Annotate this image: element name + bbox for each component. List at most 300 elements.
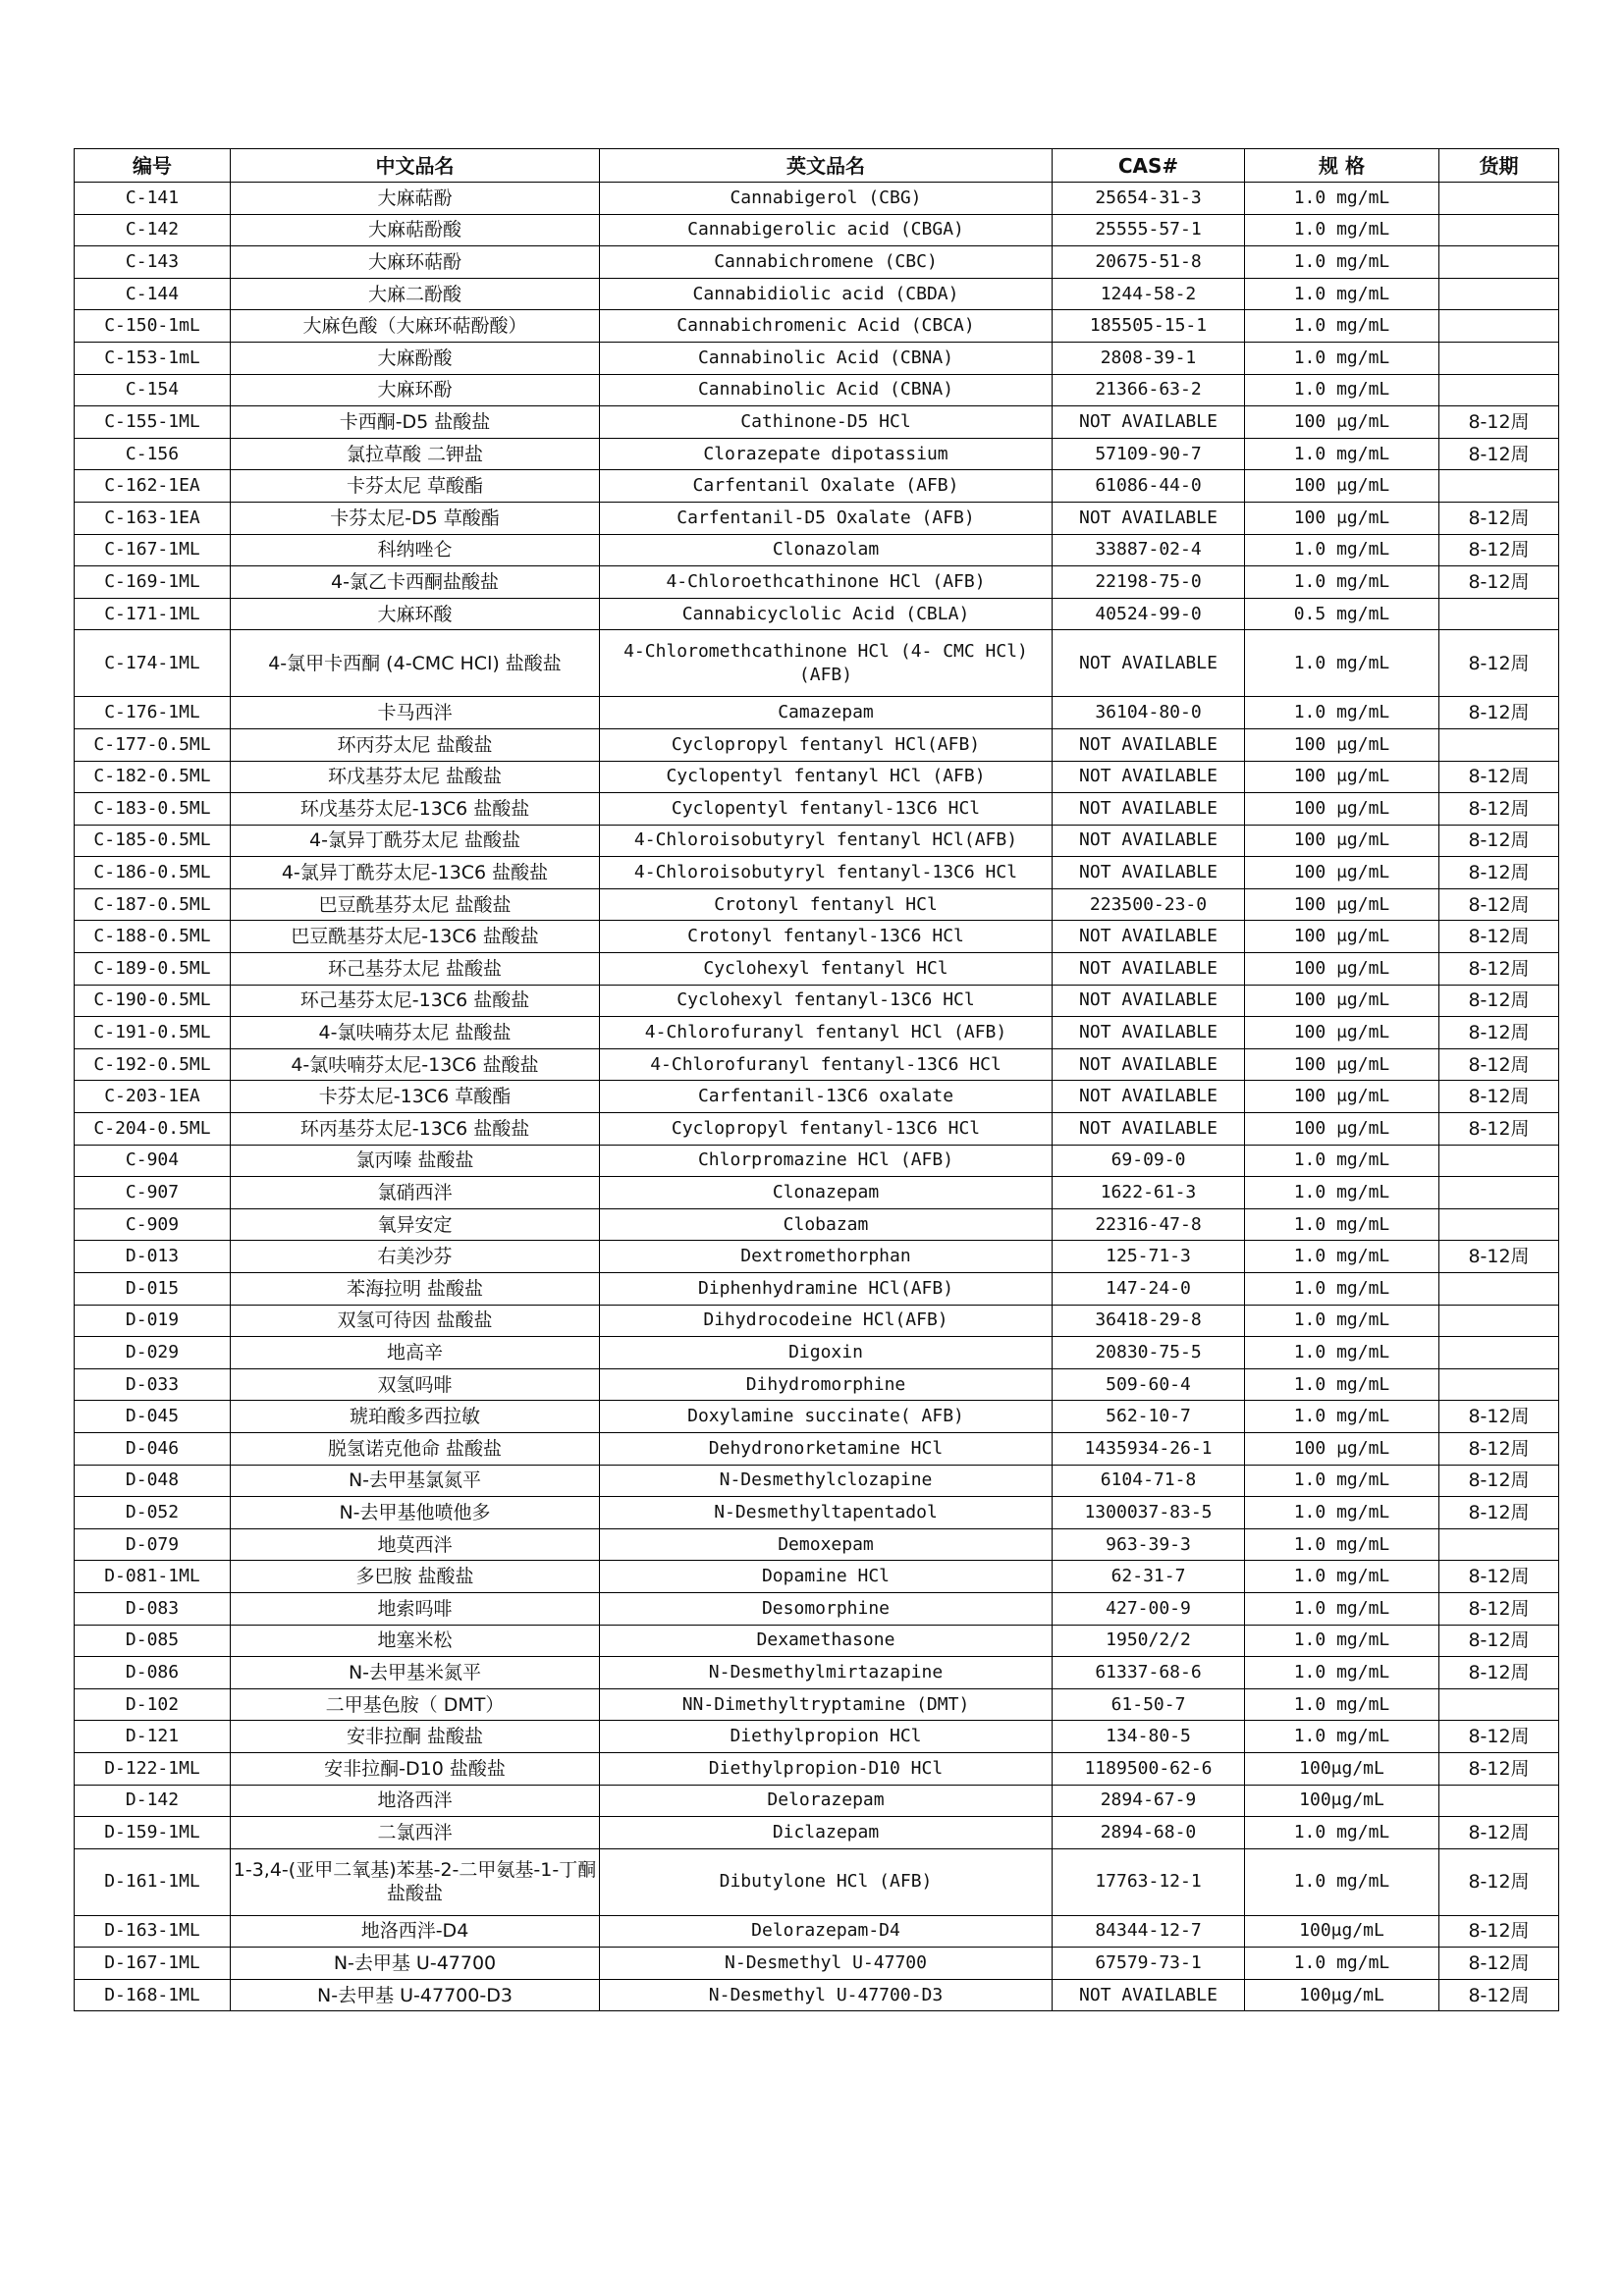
table-row (75, 1305, 1559, 1337)
table-row (75, 1948, 1559, 1980)
cell-code: D-033 (75, 1368, 231, 1401)
cell-code: D-048 (75, 1465, 231, 1497)
table-row (75, 1241, 1559, 1273)
cell-english-name: N-Desmethyl U-47700 (600, 1948, 1053, 1980)
cell-spec: 100 μg/mL (1245, 921, 1439, 953)
cell-code: D-013 (75, 1241, 231, 1273)
table-row (75, 1145, 1559, 1177)
cell-cas: 147-24-0 (1053, 1273, 1245, 1306)
cell-chinese-name: 4-氯呋喃芬太尼-13C6 盐酸盐 (231, 1048, 600, 1081)
cell-cas: 36418-29-8 (1053, 1305, 1245, 1337)
cell-code: C-183-0.5ML (75, 793, 231, 826)
cell-cas: NOT AVAILABLE (1053, 857, 1245, 889)
cell-code: D-015 (75, 1273, 231, 1306)
table-row (75, 953, 1559, 986)
cell-delivery (1439, 1337, 1559, 1369)
cell-english-name: Clorazepate dipotassium (600, 438, 1053, 470)
table-row (75, 1785, 1559, 1817)
cell-english-name: Diclazepam (600, 1817, 1053, 1849)
cell-delivery: 8-12周 (1439, 1948, 1559, 1980)
cell-chinese-name: 安非拉酮-D10 盐酸盐 (231, 1752, 600, 1785)
cell-spec: 1.0 mg/mL (1245, 1368, 1439, 1401)
cell-english-name: Cyclopropyl fentanyl HCl(AFB) (600, 728, 1053, 761)
cell-code: C-154 (75, 374, 231, 406)
cell-cas: NOT AVAILABLE (1053, 630, 1245, 697)
cell-spec: 100 μg/mL (1245, 953, 1439, 986)
cell-cas: 509-60-4 (1053, 1368, 1245, 1401)
cell-delivery: 8-12周 (1439, 1561, 1559, 1593)
cell-chinese-name: 4-氯甲卡西酮 (4-CMC HCl) 盐酸盐 (231, 630, 600, 697)
cell-code: C-162-1EA (75, 470, 231, 503)
cell-english-name: 4-Chloroisobutyryl fentanyl HCl(AFB) (600, 825, 1053, 857)
cell-delivery: 8-12周 (1439, 1915, 1559, 1948)
cell-english-name: Clonazolam (600, 534, 1053, 566)
cell-code: C-186-0.5ML (75, 857, 231, 889)
cell-spec: 1.0 mg/mL (1245, 1625, 1439, 1657)
cell-code: D-086 (75, 1657, 231, 1689)
cell-english-name: Dibutylone HCl (AFB) (600, 1848, 1053, 1915)
cell-cas: 25555-57-1 (1053, 214, 1245, 246)
cell-delivery: 8-12周 (1439, 1592, 1559, 1625)
cell-cas: NOT AVAILABLE (1053, 953, 1245, 986)
cell-cas: 17763-12-1 (1053, 1848, 1245, 1915)
cell-code: C-150-1mL (75, 310, 231, 343)
cell-english-name: Cannabichromene (CBC) (600, 246, 1053, 279)
cell-code: C-143 (75, 246, 231, 279)
table-row (75, 1177, 1559, 1209)
table-row (75, 1337, 1559, 1369)
cell-code: D-052 (75, 1497, 231, 1529)
cell-delivery: 8-12周 (1439, 1017, 1559, 1049)
cell-spec: 100 μg/mL (1245, 406, 1439, 439)
cell-english-name: Dextromethorphan (600, 1241, 1053, 1273)
cell-english-name: Cannabigerolic acid (CBGA) (600, 214, 1053, 246)
cell-chinese-name: N-去甲基他喷他多 (231, 1497, 600, 1529)
cell-spec: 1.0 mg/mL (1245, 1145, 1439, 1177)
cell-code: D-083 (75, 1592, 231, 1625)
cell-delivery: 8-12周 (1439, 502, 1559, 534)
cell-code: D-159-1ML (75, 1817, 231, 1849)
cell-code: C-153-1mL (75, 342, 231, 374)
cell-delivery: 8-12周 (1439, 1979, 1559, 2011)
cell-chinese-name: 大麻酚酸 (231, 342, 600, 374)
cell-delivery (1439, 1688, 1559, 1721)
cell-code: D-045 (75, 1401, 231, 1433)
cell-delivery: 8-12周 (1439, 1817, 1559, 1849)
header-english-name: 英文品名 (600, 149, 1053, 183)
cell-english-name: Cannabinolic Acid (CBNA) (600, 374, 1053, 406)
cell-code: D-079 (75, 1528, 231, 1561)
table-row (75, 1848, 1559, 1915)
cell-delivery: 8-12周 (1439, 1081, 1559, 1113)
cell-chinese-name: 环戊基芬太尼 盐酸盐 (231, 761, 600, 793)
cell-chinese-name: 氯硝西泮 (231, 1177, 600, 1209)
table-row (75, 1528, 1559, 1561)
cell-chinese-name: 地洛西泮 (231, 1785, 600, 1817)
cell-spec: 1.0 mg/mL (1245, 1948, 1439, 1980)
cell-chinese-name: 环戊基芬太尼-13C6 盐酸盐 (231, 793, 600, 826)
cell-english-name: 4-Chloroisobutyryl fentanyl-13C6 HCl (600, 857, 1053, 889)
cell-spec: 100μg/mL (1245, 1979, 1439, 2011)
cell-english-name: Cyclopentyl fentanyl-13C6 HCl (600, 793, 1053, 826)
cell-english-name: Diphenhydramine HCl(AFB) (600, 1273, 1053, 1306)
cell-chinese-name: 地莫西泮 (231, 1528, 600, 1561)
cell-chinese-name: 氧异安定 (231, 1208, 600, 1241)
cell-spec: 100 μg/mL (1245, 1432, 1439, 1465)
cell-code: C-171-1ML (75, 598, 231, 630)
cell-delivery: 8-12周 (1439, 1401, 1559, 1433)
cell-chinese-name: N-去甲基 U-47700-D3 (231, 1979, 600, 2011)
table-row (75, 630, 1559, 697)
cell-chinese-name: 双氢可待因 盐酸盐 (231, 1305, 600, 1337)
cell-cas: 6104-71-8 (1053, 1465, 1245, 1497)
cell-code: C-187-0.5ML (75, 888, 231, 921)
cell-english-name: N-Desmethyltapentadol (600, 1497, 1053, 1529)
cell-spec: 1.0 mg/mL (1245, 278, 1439, 310)
cell-cas: NOT AVAILABLE (1053, 761, 1245, 793)
cell-spec: 1.0 mg/mL (1245, 310, 1439, 343)
cell-spec: 100 μg/mL (1245, 857, 1439, 889)
cell-delivery: 8-12周 (1439, 793, 1559, 826)
cell-delivery (1439, 1273, 1559, 1306)
cell-chinese-name: 大麻萜酚 (231, 183, 600, 215)
table-row (75, 1081, 1559, 1113)
cell-delivery (1439, 1177, 1559, 1209)
table-row (75, 1592, 1559, 1625)
cell-spec: 1.0 mg/mL (1245, 1465, 1439, 1497)
table-row (75, 438, 1559, 470)
product-table (74, 148, 1559, 2011)
cell-english-name: N-Desmethylmirtazapine (600, 1657, 1053, 1689)
cell-code: C-169-1ML (75, 566, 231, 599)
cell-english-name: Cathinone-D5 HCl (600, 406, 1053, 439)
cell-cas: 20675-51-8 (1053, 246, 1245, 279)
cell-chinese-name: 4-氯异丁酰芬太尼 盐酸盐 (231, 825, 600, 857)
cell-delivery: 8-12周 (1439, 985, 1559, 1017)
cell-english-name: Diethylpropion-D10 HCl (600, 1752, 1053, 1785)
cell-cas: NOT AVAILABLE (1053, 502, 1245, 534)
table-row (75, 1752, 1559, 1785)
cell-english-name: Dihydromorphine (600, 1368, 1053, 1401)
cell-chinese-name: 氯丙嗪 盐酸盐 (231, 1145, 600, 1177)
cell-chinese-name: 环己基芬太尼-13C6 盐酸盐 (231, 985, 600, 1017)
cell-spec: 1.0 mg/mL (1245, 1848, 1439, 1915)
cell-spec: 100μg/mL (1245, 1785, 1439, 1817)
cell-spec: 1.0 mg/mL (1245, 438, 1439, 470)
cell-spec: 100μg/mL (1245, 1752, 1439, 1785)
header-cas: CAS# (1053, 149, 1245, 183)
table-row (75, 1657, 1559, 1689)
cell-delivery: 8-12周 (1439, 1465, 1559, 1497)
cell-delivery: 8-12周 (1439, 1241, 1559, 1273)
cell-code: D-046 (75, 1432, 231, 1465)
cell-english-name: Dexamethasone (600, 1625, 1053, 1657)
cell-cas: 62-31-7 (1053, 1561, 1245, 1593)
cell-chinese-name: 大麻萜酚酸 (231, 214, 600, 246)
cell-english-name: 4-Chloroethcathinone HCl (AFB) (600, 566, 1053, 599)
cell-delivery (1439, 598, 1559, 630)
cell-chinese-name: 大麻色酸（大麻环萜酚酸） (231, 310, 600, 343)
cell-delivery: 8-12周 (1439, 566, 1559, 599)
cell-spec: 1.0 mg/mL (1245, 1497, 1439, 1529)
cell-delivery: 8-12周 (1439, 953, 1559, 986)
cell-delivery: 8-12周 (1439, 1048, 1559, 1081)
table-row (75, 1273, 1559, 1306)
cell-cas: NOT AVAILABLE (1053, 1979, 1245, 2011)
cell-code: D-081-1ML (75, 1561, 231, 1593)
cell-cas: NOT AVAILABLE (1053, 728, 1245, 761)
cell-delivery (1439, 214, 1559, 246)
cell-chinese-name: 地高辛 (231, 1337, 600, 1369)
table-row (75, 310, 1559, 343)
cell-cas: 69-09-0 (1053, 1145, 1245, 1177)
cell-spec: 1.0 mg/mL (1245, 1528, 1439, 1561)
cell-code: D-168-1ML (75, 1979, 231, 2011)
cell-chinese-name: 巴豆酰基芬太尼 盐酸盐 (231, 888, 600, 921)
cell-code: D-167-1ML (75, 1948, 231, 1980)
cell-english-name: Desomorphine (600, 1592, 1053, 1625)
cell-delivery: 8-12周 (1439, 1721, 1559, 1753)
table-row (75, 921, 1559, 953)
table-row (75, 1561, 1559, 1593)
cell-code: C-185-0.5ML (75, 825, 231, 857)
cell-chinese-name: 1-3,4-(亚甲二氧基)苯基-2-二甲氨基-1-丁酮 盐酸盐 (231, 1848, 600, 1915)
table-row (75, 1915, 1559, 1948)
table-row (75, 697, 1559, 729)
cell-code: D-102 (75, 1688, 231, 1721)
table-row (75, 825, 1559, 857)
cell-cas: NOT AVAILABLE (1053, 1081, 1245, 1113)
cell-delivery: 8-12周 (1439, 1113, 1559, 1146)
cell-delivery (1439, 183, 1559, 215)
cell-spec: 100 μg/mL (1245, 728, 1439, 761)
cell-code: C-174-1ML (75, 630, 231, 697)
cell-spec: 1.0 mg/mL (1245, 1688, 1439, 1721)
cell-cas: NOT AVAILABLE (1053, 406, 1245, 439)
table-row (75, 1979, 1559, 2011)
cell-cas: 33887-02-4 (1053, 534, 1245, 566)
cell-code: C-144 (75, 278, 231, 310)
cell-spec: 1.0 mg/mL (1245, 214, 1439, 246)
cell-cas: 61086-44-0 (1053, 470, 1245, 503)
cell-code: C-156 (75, 438, 231, 470)
table-row (75, 566, 1559, 599)
cell-delivery: 8-12周 (1439, 825, 1559, 857)
cell-cas: 223500-23-0 (1053, 888, 1245, 921)
cell-cas: 22316-47-8 (1053, 1208, 1245, 1241)
cell-chinese-name: 卡芬太尼 草酸酯 (231, 470, 600, 503)
cell-chinese-name: 大麻环萜酚 (231, 246, 600, 279)
cell-spec: 100 μg/mL (1245, 502, 1439, 534)
cell-cas: 57109-90-7 (1053, 438, 1245, 470)
cell-chinese-name: 4-氯乙卡西酮盐酸盐 (231, 566, 600, 599)
cell-cas: 22198-75-0 (1053, 566, 1245, 599)
cell-code: C-189-0.5ML (75, 953, 231, 986)
table-row (75, 278, 1559, 310)
cell-spec: 100 μg/mL (1245, 825, 1439, 857)
cell-spec: 1.0 mg/mL (1245, 630, 1439, 697)
cell-chinese-name: 卡西酮-D5 盐酸盐 (231, 406, 600, 439)
cell-spec: 1.0 mg/mL (1245, 1657, 1439, 1689)
table-row (75, 761, 1559, 793)
cell-cas: 1189500-62-6 (1053, 1752, 1245, 1785)
cell-chinese-name: 卡芬太尼-13C6 草酸酯 (231, 1081, 600, 1113)
table-row (75, 1817, 1559, 1849)
cell-english-name: Demoxepam (600, 1528, 1053, 1561)
cell-english-name: Cannabinolic Acid (CBNA) (600, 342, 1053, 374)
cell-english-name: 4-Chlorofuranyl fentanyl-13C6 HCl (600, 1048, 1053, 1081)
table-row (75, 214, 1559, 246)
cell-chinese-name: 苯海拉明 盐酸盐 (231, 1273, 600, 1306)
cell-english-name: N-Desmethylclozapine (600, 1465, 1053, 1497)
table-row (75, 793, 1559, 826)
cell-code: D-019 (75, 1305, 231, 1337)
cell-chinese-name: 4-氯异丁酰芬太尼-13C6 盐酸盐 (231, 857, 600, 889)
cell-english-name: Dihydrocodeine HCl(AFB) (600, 1305, 1053, 1337)
cell-chinese-name: 环丙基芬太尼-13C6 盐酸盐 (231, 1113, 600, 1146)
cell-delivery: 8-12周 (1439, 888, 1559, 921)
cell-english-name: Diethylpropion HCl (600, 1721, 1053, 1753)
cell-cas: 25654-31-3 (1053, 183, 1245, 215)
cell-cas: 40524-99-0 (1053, 598, 1245, 630)
cell-english-name: Doxylamine succinate( AFB) (600, 1401, 1053, 1433)
cell-delivery (1439, 728, 1559, 761)
table-row (75, 1048, 1559, 1081)
cell-cas: 185505-15-1 (1053, 310, 1245, 343)
table-row (75, 888, 1559, 921)
cell-chinese-name: N-去甲基氯氮平 (231, 1465, 600, 1497)
cell-chinese-name: 地塞米松 (231, 1625, 600, 1657)
cell-code: D-142 (75, 1785, 231, 1817)
cell-english-name: NN-Dimethyltryptamine (DMT) (600, 1688, 1053, 1721)
cell-spec: 1.0 mg/mL (1245, 1241, 1439, 1273)
cell-cas: 2894-67-9 (1053, 1785, 1245, 1817)
cell-delivery (1439, 1208, 1559, 1241)
cell-spec: 100 μg/mL (1245, 761, 1439, 793)
cell-cas: NOT AVAILABLE (1053, 825, 1245, 857)
header-spec: 规 格 (1245, 149, 1439, 183)
cell-chinese-name: N-去甲基米氮平 (231, 1657, 600, 1689)
cell-english-name: Cyclopentyl fentanyl HCl (AFB) (600, 761, 1053, 793)
table-body (75, 183, 1559, 2011)
cell-spec: 1.0 mg/mL (1245, 1817, 1439, 1849)
cell-spec: 1.0 mg/mL (1245, 566, 1439, 599)
cell-cas: 61-50-7 (1053, 1688, 1245, 1721)
cell-delivery: 8-12周 (1439, 921, 1559, 953)
cell-english-name: Delorazepam-D4 (600, 1915, 1053, 1948)
cell-delivery: 8-12周 (1439, 438, 1559, 470)
cell-code: C-155-1ML (75, 406, 231, 439)
cell-cas: 1244-58-2 (1053, 278, 1245, 310)
header-code: 编号 (75, 149, 231, 183)
cell-spec: 100 μg/mL (1245, 888, 1439, 921)
cell-delivery (1439, 1528, 1559, 1561)
cell-cas: 125-71-3 (1053, 1241, 1245, 1273)
cell-code: D-161-1ML (75, 1848, 231, 1915)
cell-english-name: Dopamine HCl (600, 1561, 1053, 1593)
table-row (75, 246, 1559, 279)
cell-spec: 1.0 mg/mL (1245, 1592, 1439, 1625)
cell-spec: 1.0 mg/mL (1245, 246, 1439, 279)
cell-code: C-177-0.5ML (75, 728, 231, 761)
cell-code: C-204-0.5ML (75, 1113, 231, 1146)
cell-spec: 1.0 mg/mL (1245, 342, 1439, 374)
cell-delivery: 8-12周 (1439, 1432, 1559, 1465)
cell-chinese-name: 地洛西泮-D4 (231, 1915, 600, 1948)
cell-chinese-name: 环丙芬太尼 盐酸盐 (231, 728, 600, 761)
table-row (75, 374, 1559, 406)
cell-code: C-141 (75, 183, 231, 215)
cell-spec: 1.0 mg/mL (1245, 1177, 1439, 1209)
table-row (75, 1208, 1559, 1241)
cell-code: C-190-0.5ML (75, 985, 231, 1017)
cell-delivery (1439, 1305, 1559, 1337)
cell-code: C-167-1ML (75, 534, 231, 566)
cell-spec: 1.0 mg/mL (1245, 1561, 1439, 1593)
cell-cas: NOT AVAILABLE (1053, 1017, 1245, 1049)
cell-delivery (1439, 1145, 1559, 1177)
cell-spec: 1.0 mg/mL (1245, 374, 1439, 406)
cell-cas: 1622-61-3 (1053, 1177, 1245, 1209)
cell-spec: 100 μg/mL (1245, 1048, 1439, 1081)
cell-spec: 1.0 mg/mL (1245, 1337, 1439, 1369)
table-row (75, 598, 1559, 630)
cell-delivery: 8-12周 (1439, 1848, 1559, 1915)
cell-english-name: Cannabidiolic acid (CBDA) (600, 278, 1053, 310)
cell-chinese-name: 大麻环酸 (231, 598, 600, 630)
table-row (75, 1368, 1559, 1401)
cell-delivery: 8-12周 (1439, 761, 1559, 793)
cell-cas: 963-39-3 (1053, 1528, 1245, 1561)
cell-code: C-909 (75, 1208, 231, 1241)
cell-chinese-name: 氯拉草酸 二钾盐 (231, 438, 600, 470)
cell-cas: NOT AVAILABLE (1053, 1048, 1245, 1081)
cell-spec: 100 μg/mL (1245, 985, 1439, 1017)
table-row (75, 1113, 1559, 1146)
cell-cas: 36104-80-0 (1053, 697, 1245, 729)
cell-chinese-name: 二氯西泮 (231, 1817, 600, 1849)
table-row (75, 1721, 1559, 1753)
cell-english-name: Camazepam (600, 697, 1053, 729)
cell-delivery: 8-12周 (1439, 1497, 1559, 1529)
table-row (75, 1401, 1559, 1433)
table-row (75, 728, 1559, 761)
table-row (75, 183, 1559, 215)
cell-chinese-name: 琥珀酸多西拉敏 (231, 1401, 600, 1433)
cell-spec: 1.0 mg/mL (1245, 1208, 1439, 1241)
cell-cas: NOT AVAILABLE (1053, 793, 1245, 826)
cell-chinese-name: N-去甲基 U-47700 (231, 1948, 600, 1980)
cell-code: C-163-1EA (75, 502, 231, 534)
cell-code: C-192-0.5ML (75, 1048, 231, 1081)
cell-delivery (1439, 246, 1559, 279)
cell-chinese-name: 4-氯呋喃芬太尼 盐酸盐 (231, 1017, 600, 1049)
table-row (75, 502, 1559, 534)
cell-english-name: Clonazepam (600, 1177, 1053, 1209)
cell-chinese-name: 地索吗啡 (231, 1592, 600, 1625)
cell-code: C-182-0.5ML (75, 761, 231, 793)
cell-cas: 562-10-7 (1053, 1401, 1245, 1433)
table-row (75, 1688, 1559, 1721)
cell-spec: 100 μg/mL (1245, 1113, 1439, 1146)
cell-delivery (1439, 278, 1559, 310)
cell-code: D-085 (75, 1625, 231, 1657)
cell-chinese-name: 二甲基色胺（ DMT） (231, 1688, 600, 1721)
cell-code: C-191-0.5ML (75, 1017, 231, 1049)
header-delivery: 货期 (1439, 149, 1559, 183)
cell-spec: 100 μg/mL (1245, 470, 1439, 503)
cell-english-name: Cyclopropyl fentanyl-13C6 HCl (600, 1113, 1053, 1146)
